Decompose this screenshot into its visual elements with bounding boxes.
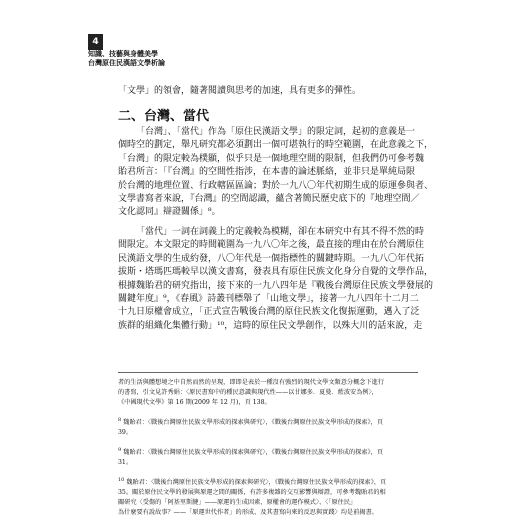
paragraph-line: 個時空的劃定，舉凡研究都必須劃出一個可堪執行的時空範圍，在此意義之下，	[118, 140, 434, 151]
footnote-line: 關研究〈受傷的「阿基里斯腱」——原運的生成因素、原權會的運作模式〉、〈「原住民」	[118, 499, 357, 506]
paragraph-line: 根據魏貽君的研究指出，接下來的一九八四年是『戰後台灣原住民族文學發展的	[118, 280, 434, 291]
footnote-line: 31。	[118, 459, 133, 466]
paragraph-line: 於台灣的地理位置、行政轄區區論；對於一九八〇年代初期生成的原運參與者、	[118, 180, 434, 191]
body-text-line: 「文學」的領會，隨著閱讀與思考的加速，具有更多的彈性。	[118, 86, 362, 96]
paragraph-line: 間限定。本文限定的時間範圍為一九八〇年之後，最直接的理由在於台灣原住	[118, 240, 425, 251]
paragraph-line: 關鍵年度』⁹，《春風》詩叢刊標舉了「山地文學」，接著一九八四年十二月二	[118, 294, 419, 305]
footnote-line: 《中國現代文學》第 16 期(2009 年 12 月)，頁 138。	[118, 399, 271, 406]
footnote-10	[118, 478, 418, 488]
footnote-line: 的書寫，引文見許秀娟：〈原民書寫中的種民意識與現代性——以甘娜多．夏曼．藍波安為例〉，	[118, 389, 378, 396]
footnote-marker: 8	[118, 416, 122, 423]
footnote-line: 為什麼要有說故事？——「原運世代作者」的形成、及其書寫向來的反思與實踐〉均是前揭書。	[118, 509, 378, 516]
paragraph-line: 文化認同』辯證關係」⁸。	[118, 207, 221, 218]
footnote-line: 39。	[118, 429, 133, 436]
paragraph-line: 貽君所言：「『台灣』的空間性指涉，在本書的論述脈絡，並非只是單純局限	[118, 167, 416, 178]
paragraph-1	[118, 126, 434, 220]
footnote-text: 魏貽君：〈戰後台灣原住民族文學形成的探索與研究〉，《戰後台灣原住民族文學形成的探索》，頁	[126, 479, 387, 486]
paragraph-line: 民漢語文學的生成約發，八〇年代是一個指標性的關鍵時期。一九八〇年代拓	[118, 253, 425, 264]
section-heading: 二、台灣、當代	[118, 109, 210, 124]
footnote-divider	[118, 372, 418, 373]
footnote-marker: 9	[118, 446, 122, 453]
paragraph-line: 「當代」一詞在詞義上的定義較為模糊，卻在本研究中有其不得不然的時	[136, 227, 425, 237]
footnote-text: 魏貽君：〈戰後台灣原住民族文學形成的探索與研究〉，《戰後台灣原住民族文學形成的探索》，頁	[123, 449, 384, 456]
paragraph-line: 族群的組織化集體行動」¹⁰，這時的原住民文學創作，以殊大川的話來說，走	[118, 320, 423, 331]
paragraph-line: 「台灣」、「當代」作為「原住民漢語文學」的限定詞，起初的意義是一	[136, 127, 416, 137]
paragraph-line: 十九日原權會成立，「正式宣告戰後台灣的原住民族文化復振運動，邁入了泛	[118, 307, 420, 318]
footnote-text: 魏貽君：〈戰後台灣原住民族文學形成的探索與研究〉，《戰後台灣原住民族文學形成的探索》，頁	[123, 419, 384, 426]
running-head-line: 台灣原住民漢語文學析論	[88, 59, 165, 67]
running-head	[88, 50, 165, 68]
footnote-marker: 10	[118, 476, 125, 483]
footnote-line: 35。關於原住民文學的發展與原運之間的關係，有許多複雜的交互影響與辯證，可參考魏貽君的相	[118, 489, 386, 496]
paragraph-line: 文學書寫者來說，『台灣』的空間認識，蘊含著簡民歷史底下的『地理空間／	[118, 194, 420, 205]
footnotes	[118, 378, 418, 518]
footnote-8	[118, 418, 418, 428]
paragraph-line: 「台灣」的限定較為樸顯，似乎只是一個地理空間的限制，但我們仍可參考魏	[118, 153, 425, 164]
paragraph-2	[118, 226, 434, 333]
paragraph-line: 拔斯・塔瑪匹瑪較早以漢文書寫，發表具有原住民族文化身分自覺的文學作品，	[118, 267, 434, 278]
footnote-line: 者的生活與體想境之中自然而然的呈現，即即是表於一種沒有強烈的現代文學文類意分概念下進行	[118, 379, 385, 386]
running-head-line: 知識、技藝與身體美學	[88, 50, 158, 58]
page-number: 4	[88, 34, 103, 50]
footnote-9	[118, 448, 418, 458]
